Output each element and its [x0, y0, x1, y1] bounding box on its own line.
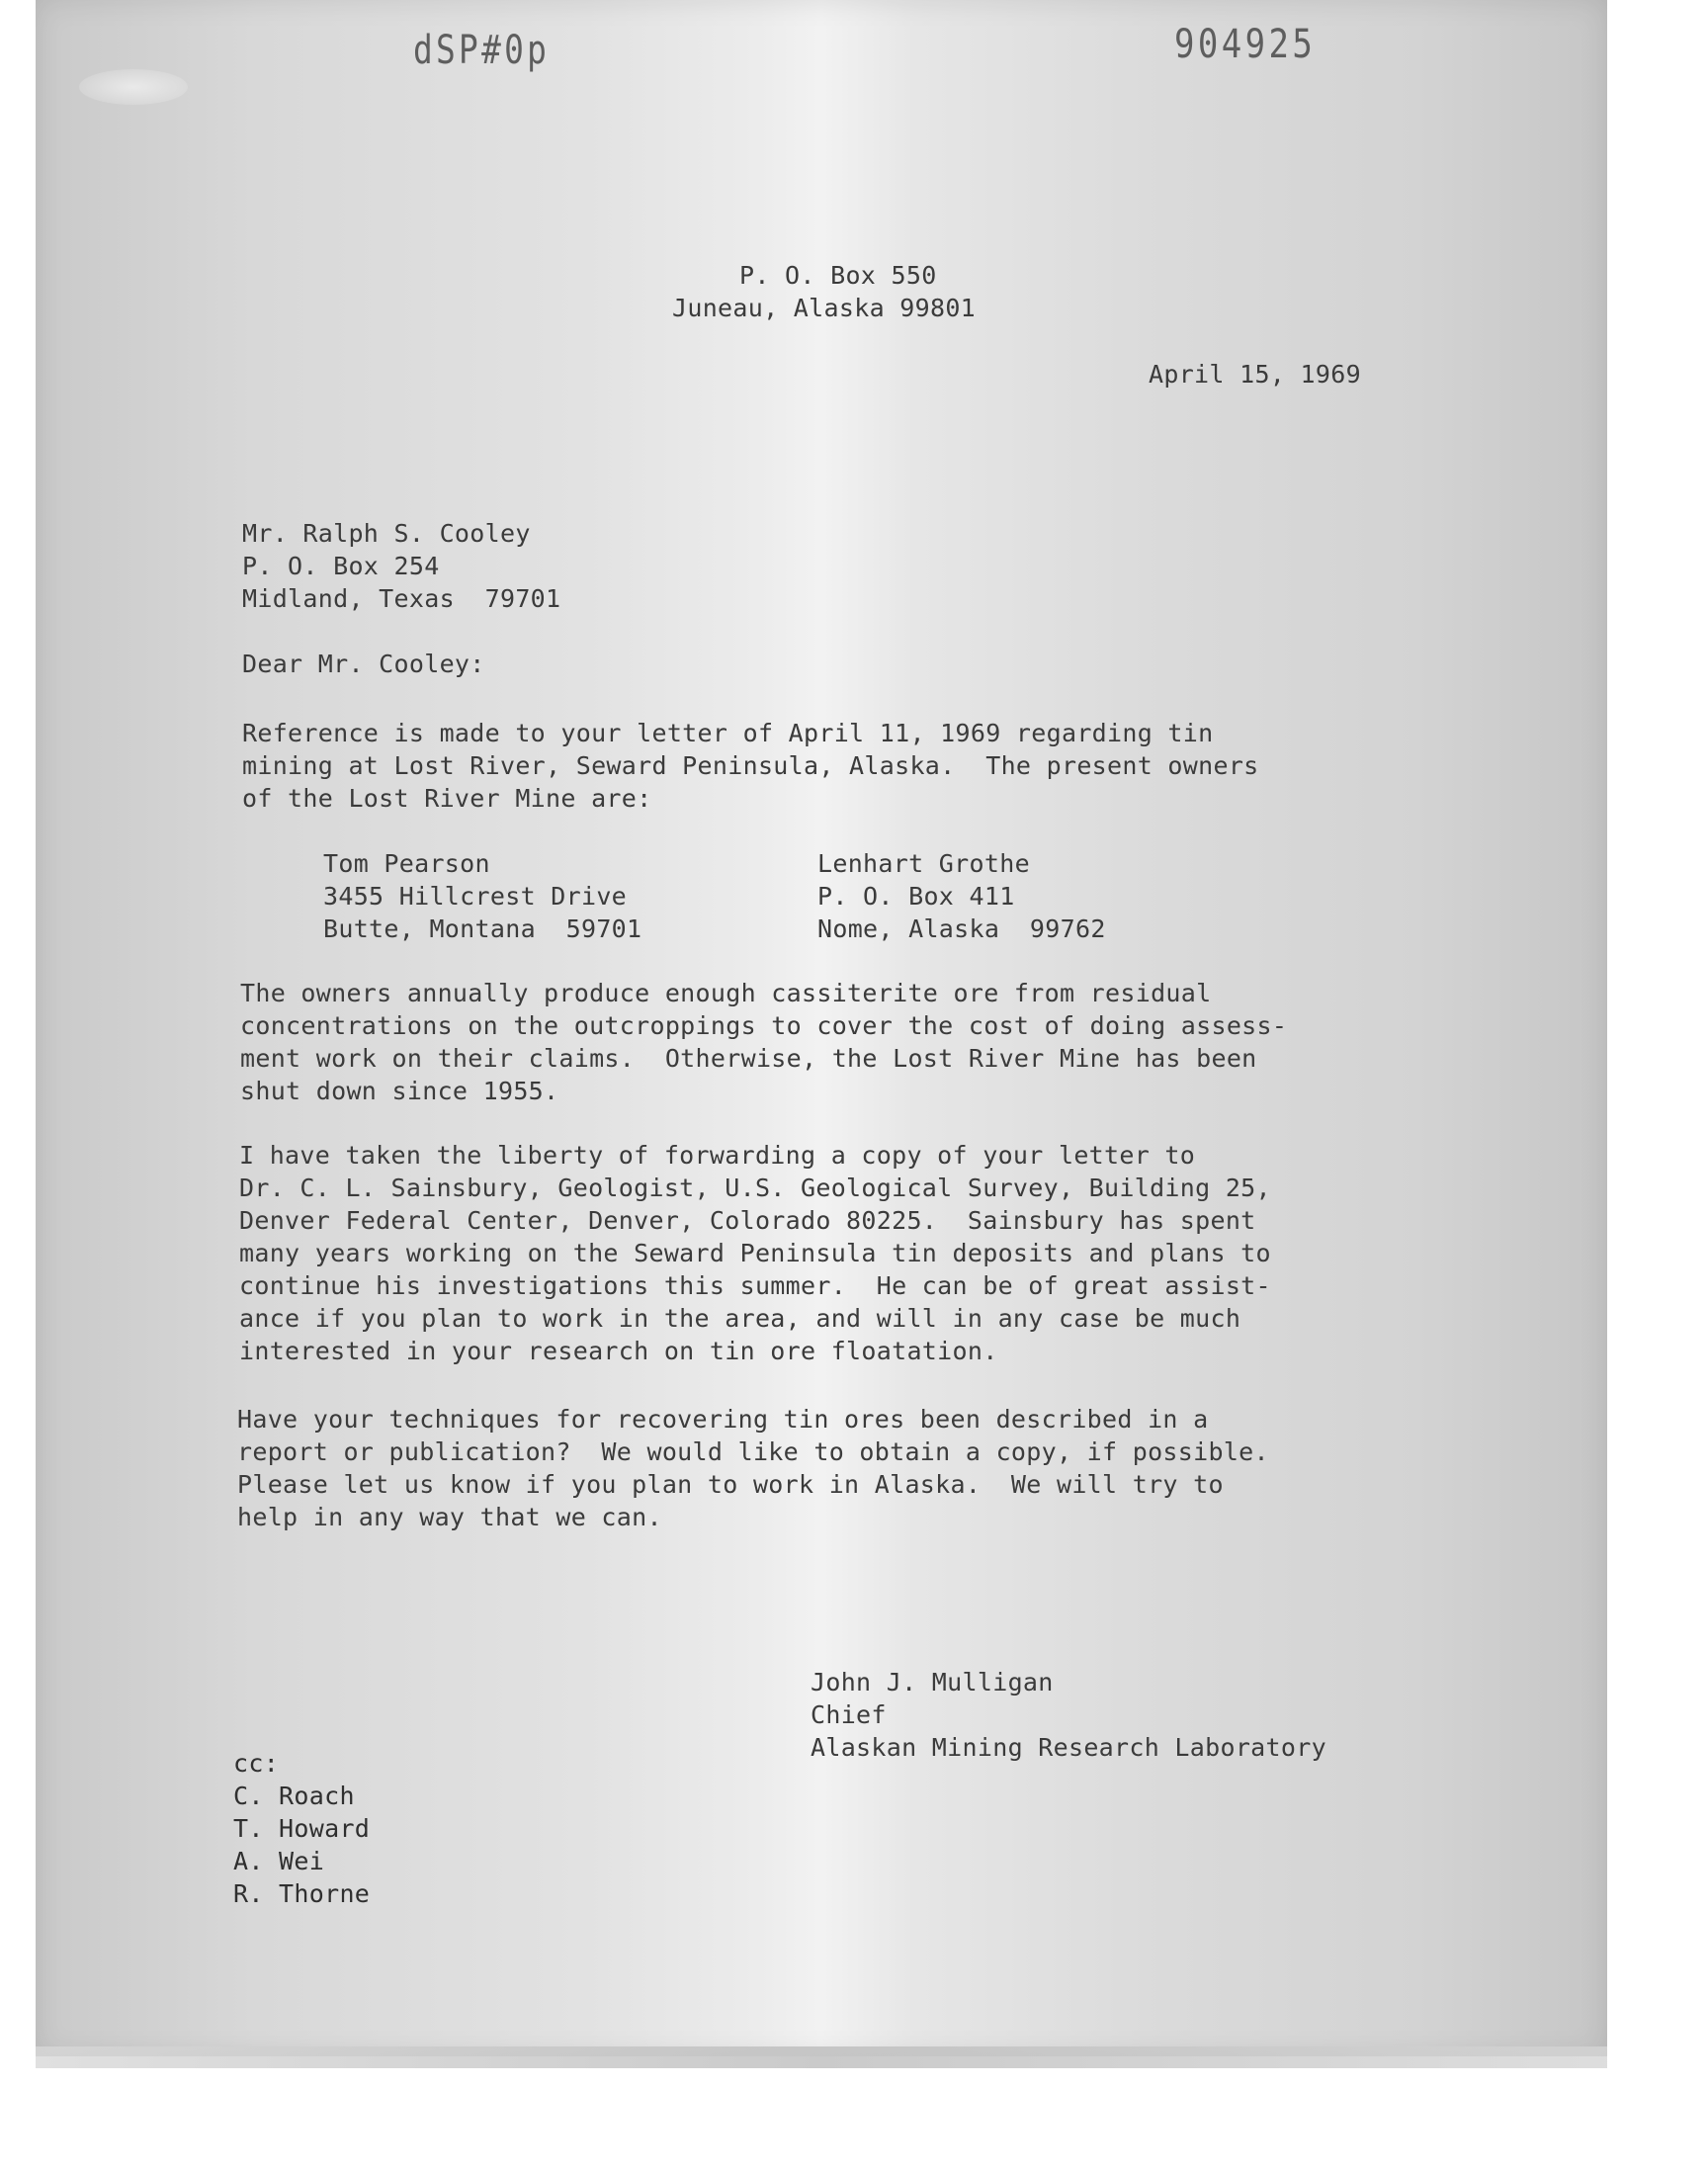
signature-name: John J. Mulligan — [811, 1668, 1054, 1696]
cc-name: R. Thorne — [233, 1879, 371, 1908]
paragraph-line: concentrations on the outcroppings to cover the cost of doing assess- — [240, 1011, 1288, 1040]
owner-address1: 3455 Hillcrest Drive — [323, 882, 628, 911]
paragraph-line: Have your techniques for recovering tin ores been described in a — [237, 1405, 1209, 1434]
sender-address-line2: Juneau, Alaska 99801 — [672, 294, 977, 322]
paragraph-line: help in any way that we can. — [237, 1503, 662, 1531]
owner-address2: Butte, Montana 59701 — [323, 914, 642, 943]
paragraph-line: many years working on the Seward Peninsula tin deposits and plans to — [239, 1239, 1271, 1267]
paragraph-line: continue his investigations this summer. He can be of great assist- — [239, 1271, 1271, 1300]
paragraph-line: mining at Lost River, Seward Peninsula, Alaska. The present owners — [242, 751, 1259, 780]
owner-address1: P. O. Box 411 — [817, 882, 1015, 911]
stamp-number-left: dSP#0p — [413, 28, 551, 73]
owner-address2: Nome, Alaska 99762 — [817, 914, 1106, 943]
paragraph-line: Denver Federal Center, Denver, Colorado 80225. Sainsbury has spent — [239, 1206, 1256, 1235]
cc-name: T. Howard — [233, 1814, 371, 1843]
paragraph-line: ance if you plan to work in the area, and will in any case be much — [239, 1304, 1241, 1333]
paragraph-line: report or publication? We would like to obtain a copy, if possible. — [237, 1437, 1269, 1466]
salutation: Dear Mr. Cooley: — [242, 650, 485, 678]
owner-name: Tom Pearson — [323, 849, 490, 878]
cc-name: C. Roach — [233, 1782, 355, 1810]
paragraph-line: Reference is made to your letter of April 11, 1969 regarding tin — [242, 719, 1214, 747]
signature-title: Chief — [811, 1700, 887, 1729]
paragraph-line: Dr. C. L. Sainsbury, Geologist, U.S. Geological Survey, Building 25, — [239, 1174, 1271, 1202]
sender-address-line1: P. O. Box 550 — [739, 261, 937, 290]
letter-date: April 15, 1969 — [1149, 360, 1361, 389]
recipient-name: Mr. Ralph S. Cooley — [242, 519, 531, 548]
paragraph-line: interested in your research on tin ore floatation. — [239, 1337, 998, 1365]
cc-label: cc: — [233, 1749, 280, 1778]
paragraph-line: ment work on their claims. Otherwise, the Lost River Mine has been — [240, 1044, 1257, 1073]
paragraph-line: I have taken the liberty of forwarding a copy of your letter to — [239, 1141, 1196, 1170]
paragraph-line: shut down since 1955. — [240, 1077, 559, 1105]
signature-organization: Alaskan Mining Research Laboratory — [811, 1733, 1326, 1762]
cc-name: A. Wei — [233, 1847, 325, 1875]
recipient-address2: Midland, Texas 79701 — [242, 584, 561, 613]
paragraph-line: of the Lost River Mine are: — [242, 784, 652, 813]
stamp-number-right: 904925 — [1174, 22, 1317, 67]
recipient-address1: P. O. Box 254 — [242, 552, 440, 580]
paragraph-line: The owners annually produce enough cassiterite ore from residual — [240, 979, 1212, 1007]
owner-name: Lenhart Grothe — [817, 849, 1030, 878]
paragraph-line: Please let us know if you plan to work in Alaska. We will try to — [237, 1470, 1224, 1499]
